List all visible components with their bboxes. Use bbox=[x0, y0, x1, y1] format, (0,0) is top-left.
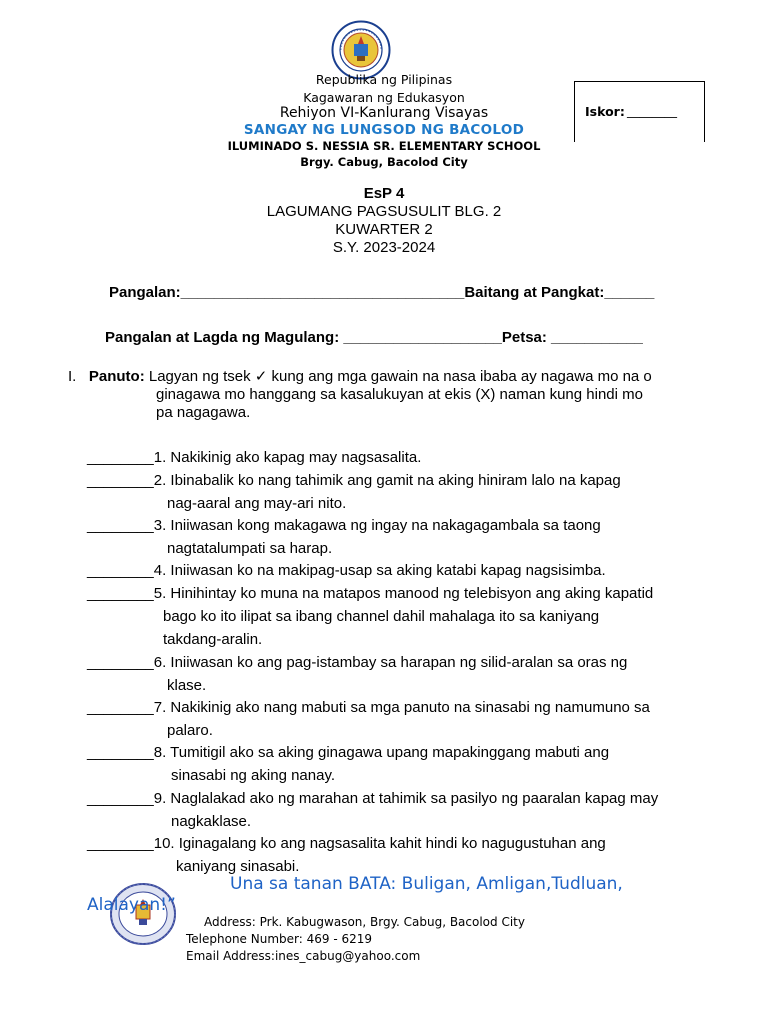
answer-blank[interactable]: ________ bbox=[87, 790, 154, 807]
list-item bbox=[87, 787, 687, 830]
school-motto: Una sa tanan BATA: Buligan, Amligan,Tudluan, bbox=[230, 874, 623, 894]
item-text-continued: palaro. bbox=[167, 722, 213, 739]
list-item bbox=[87, 696, 687, 739]
footer-address: Address: Prk. Kabugwason, Brgy. Cabug, Bacolod City bbox=[204, 915, 525, 929]
list-item bbox=[87, 469, 687, 512]
item-text-continued: takdang-aralin. bbox=[163, 631, 263, 648]
item-text: 7. Nakikinig ako nang mabuti sa mga panuto na sinasabi ng namumuno sa bbox=[153, 699, 650, 716]
item-text: 8. Tumitigil ako sa aking ginagawa upang mapakinggang mabuti ang bbox=[153, 744, 610, 761]
deped-seal-logo bbox=[331, 20, 391, 80]
item-text: 9. Naglalakad ako ng marahan at tahimik sa pasilyo ng paaralan kapag may bbox=[153, 790, 659, 807]
school-year: S.Y. 2023-2024 bbox=[332, 239, 436, 256]
item-text: 3. Iniiwasan kong makagawa ng ingay na nakagagambala sa taong bbox=[153, 517, 601, 534]
department-line: Kagawaran ng Edukasyon bbox=[303, 90, 465, 105]
subject-title: EsP 4 bbox=[363, 185, 405, 202]
item-text-continued: klase. bbox=[167, 677, 207, 694]
item-text-continued: nagtatalumpati sa harap. bbox=[167, 540, 333, 557]
answer-blank[interactable]: ________ bbox=[87, 562, 154, 579]
region-line: Rehiyon VI-Kanlurang Visayas bbox=[279, 105, 489, 121]
answer-blank[interactable]: ________ bbox=[87, 699, 154, 716]
division-line: SANGAY NG LUNGSOD NG BACOLOD bbox=[243, 122, 525, 138]
answer-blank[interactable]: ________ bbox=[87, 449, 154, 466]
instructions-label: Panuto: bbox=[88, 368, 145, 385]
item-text-continued: kaniyang sinasabi. bbox=[176, 858, 300, 875]
list-item bbox=[87, 741, 687, 784]
item-text-continued: bago ko ito ilipat sa ibang channel dahil mahalaga ito sa kaniyang bbox=[163, 608, 600, 625]
footer-email: Email Address:ines_cabug@yahoo.com bbox=[186, 949, 421, 963]
list-item bbox=[87, 559, 687, 582]
parent-date-field[interactable]: Pangalan at Lagda ng Magulang: ___________________Petsa: ___________ bbox=[105, 329, 643, 346]
score-label: Iskor: bbox=[585, 104, 625, 119]
answer-blank[interactable]: ________ bbox=[87, 744, 154, 761]
list-item bbox=[87, 514, 687, 557]
section-numeral: I. bbox=[68, 368, 77, 385]
instructions-line3: pa nagagawa. bbox=[156, 404, 251, 421]
item-text: 1. Nakikinig ako kapag may nagsasalita. bbox=[153, 449, 422, 466]
list-item bbox=[87, 651, 687, 694]
answer-blank[interactable]: ________ bbox=[87, 585, 154, 602]
instructions-line1: Lagyan ng tsek ✓ kung ang mga gawain na nasa ibaba ay nagawa mo na o bbox=[144, 368, 652, 385]
school-motto-continued: Alalayan!” bbox=[87, 895, 176, 915]
instructions bbox=[68, 367, 652, 386]
list-item bbox=[87, 582, 687, 648]
item-text-continued: nagkaklase. bbox=[171, 813, 252, 830]
test-title: LAGUMANG PAGSUSULIT BLG. 2 bbox=[266, 203, 502, 220]
republic-line: Republika ng Pilipinas bbox=[315, 72, 453, 87]
item-text: 10. Iginagalang ko ang nagsasalita kahit hindi ko nagugustuhan ang bbox=[153, 835, 606, 852]
item-text-continued: nag-aaral ang may-ari nito. bbox=[167, 495, 347, 512]
answer-blank[interactable]: ________ bbox=[87, 835, 154, 852]
instructions-line2: ginagawa mo hanggang sa kasalukuyan at ekis (X) naman kung hindi mo bbox=[156, 386, 643, 403]
item-text: 5. Hinihintay ko muna na matapos manood ng telebisyon ang aking kapatid bbox=[153, 585, 654, 602]
answer-blank[interactable]: ________ bbox=[87, 517, 154, 534]
school-address: Brgy. Cabug, Bacolod City bbox=[300, 155, 468, 169]
quarter-title: KUWARTER 2 bbox=[335, 221, 433, 238]
school-name: ILUMINADO S. NESSIA SR. ELEMENTARY SCHOOL bbox=[227, 139, 541, 153]
name-grade-field[interactable]: Pangalan:__________________________________Baitang at Pangkat:______ bbox=[109, 284, 655, 301]
item-text-continued: sinasabi ng aking nanay. bbox=[171, 767, 336, 784]
score-box bbox=[574, 81, 705, 142]
score-blank[interactable]: ________ bbox=[627, 103, 677, 118]
answer-blank[interactable]: ________ bbox=[87, 654, 154, 671]
list-item bbox=[87, 446, 687, 469]
item-text: 4. Iniiwasan ko na makipag-usap sa aking katabi kapag nagsisimba. bbox=[153, 562, 606, 579]
list-item bbox=[87, 832, 687, 875]
item-text: 6. Iniiwasan ko ang pag-istambay sa harapan ng silid-aralan sa oras ng bbox=[153, 654, 628, 671]
item-text: 2. Ibinabalik ko nang tahimik ang gamit na aking hiniram lalo na kapag bbox=[153, 472, 621, 489]
answer-blank[interactable]: ________ bbox=[87, 472, 154, 489]
footer-phone: Telephone Number: 469 - 6219 bbox=[186, 932, 373, 946]
